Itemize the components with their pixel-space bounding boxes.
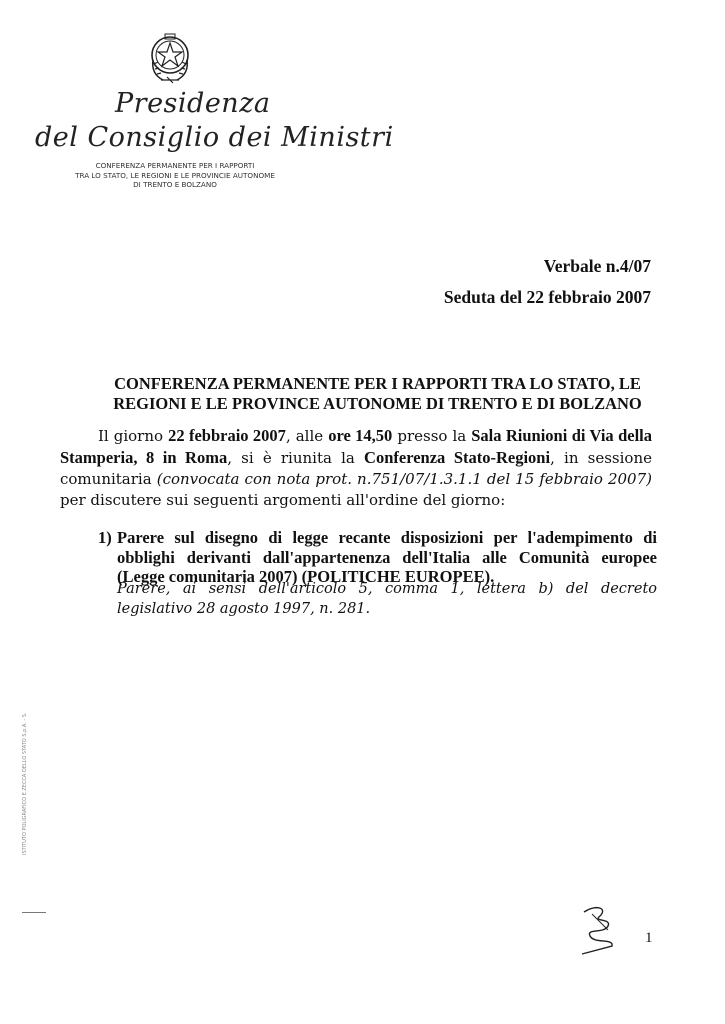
page-number: 1 (645, 930, 653, 946)
body-time: ore 14,50 (328, 426, 393, 445)
imprint-text: ISTITUTO POLIGRAFICO E ZECCA DELLO STATO S.p.A. - S. (22, 712, 28, 855)
body-text: , in sessione comunitaria (60, 449, 652, 488)
office-line: CONFERENZA PERMANENTE PER I RAPPORTI (95, 161, 255, 170)
margin-line (22, 912, 46, 913)
meeting-date: Seduta del 22 febbraio 2007 (443, 287, 651, 307)
body-paragraph (60, 425, 652, 511)
conference-title (95, 374, 660, 414)
body-text: presso la (392, 427, 472, 445)
body-text: , alle (285, 427, 329, 445)
body-text: , si è riunita la (227, 449, 365, 467)
body-text: per discutere sui seguenti argomenti all'ordine del giorno: (60, 491, 506, 509)
body-conference: Conferenza Stato-Regioni (364, 448, 551, 467)
title-line: REGIONI E LE PROVINCE AUTONOME DI TRENTO E DI BOLZANO (113, 394, 642, 413)
agenda-number: 1) (98, 528, 112, 547)
body-convocation: (convocata con nota prot. n.751/07/1.3.1.1 del 15 febbraio 2007) (156, 470, 652, 488)
margin-imprint (22, 712, 34, 855)
letterhead-office (60, 161, 290, 190)
body-date: 22 febbraio 2007 (168, 426, 286, 445)
agenda-note: Parere, ai sensi dell'articolo 5, comma 1, lettera b) del decreto legislativo 28 agosto 1997, n. 281. (117, 581, 657, 617)
signature-initials-icon (578, 900, 628, 956)
letterhead-consiglio: del Consiglio dei Ministri (35, 122, 394, 153)
office-line: DI TRENTO E BOLZANO (133, 180, 217, 189)
title-line: CONFERENZA PERMANENTE PER I RAPPORTI TRA LO STATO, LE (114, 374, 641, 393)
body-place: Sala Riunioni di Via della Stamperia, 8 in Roma (60, 426, 652, 467)
body-text: Il giorno (98, 427, 169, 445)
letterhead-presidenza: Presidenza (115, 88, 271, 119)
verbale-number: Verbale n.4/07 (543, 256, 651, 276)
italian-republic-emblem-icon (145, 30, 195, 86)
agenda-text: Parere sul disegno di legge recante disposizioni per l'adempimento di obblighi derivanti dall'appartenenza dell'Italia alle Comunità europee (Legge comunitaria 2007) (POLITICHE EUROPEE). (117, 528, 657, 586)
office-line: TRA LO STATO, LE REGIONI E LE PROVINCIE AUTONOME (75, 170, 275, 180)
